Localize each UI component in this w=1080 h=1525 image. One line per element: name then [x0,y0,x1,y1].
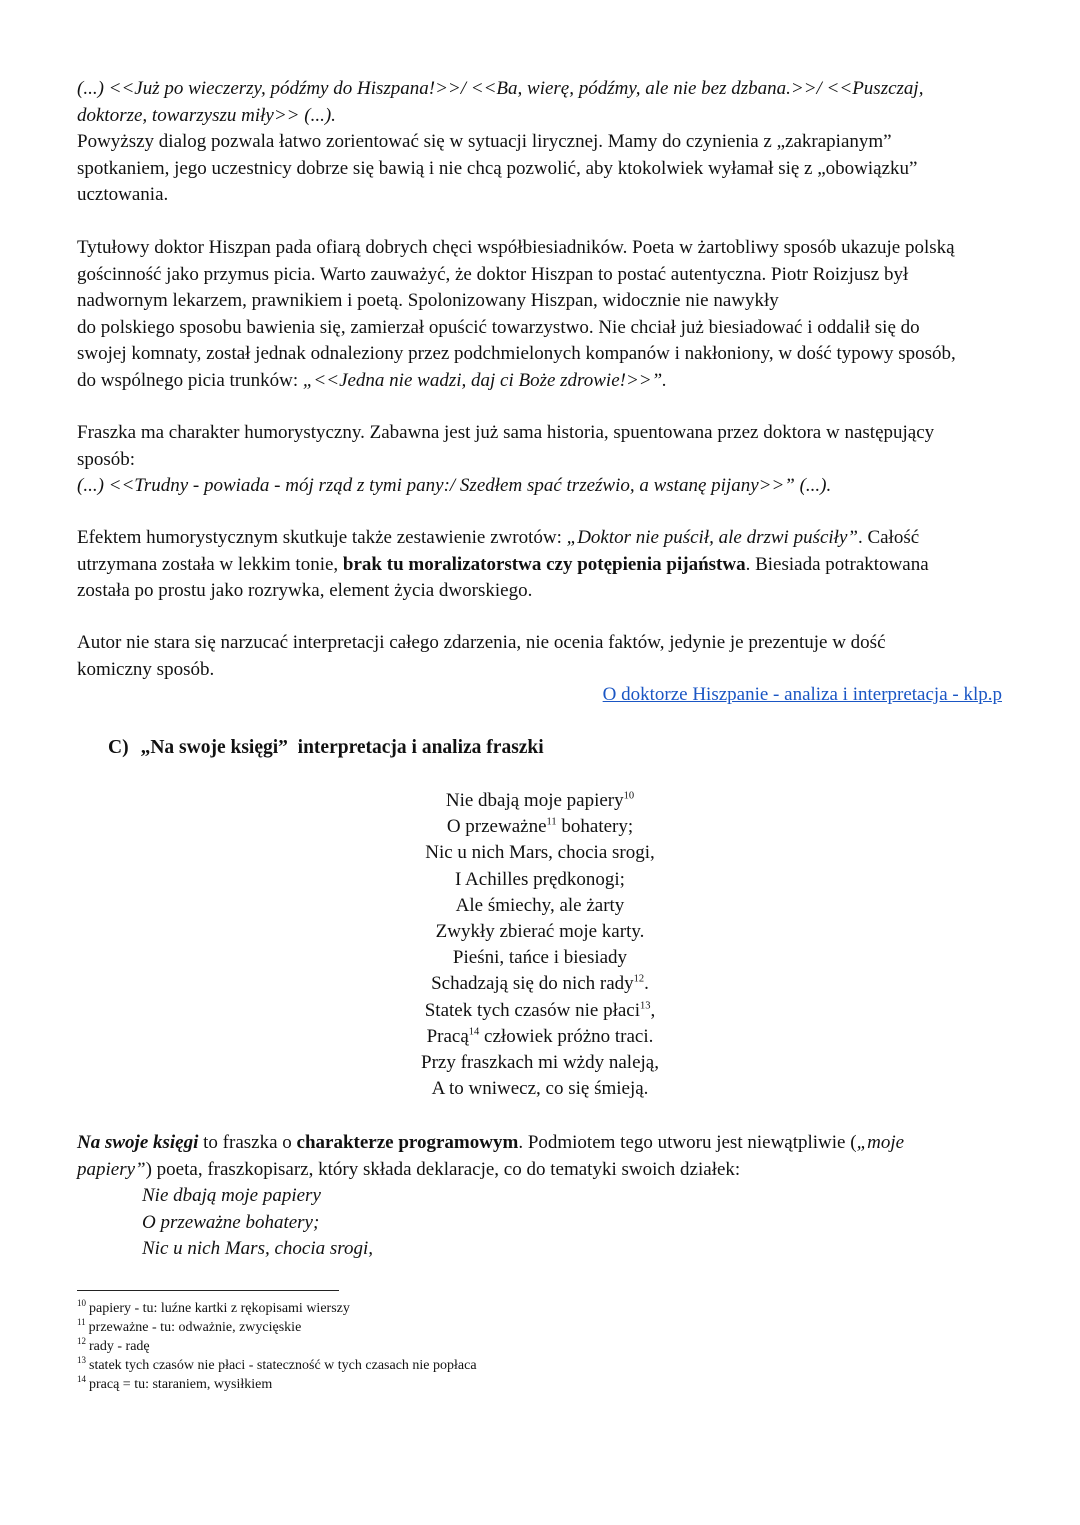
poem-line-text: Ale śmiechy, ale żarty [455,894,625,916]
text-plain: to fraszka o [198,1132,297,1153]
footnote [77,1375,477,1394]
poem-line-text: . [644,973,649,995]
inline-quote: „<<Jedna nie wadzi, daj ci Boże zdrowie!>>”. [302,369,667,391]
poem-line-text: Nic u nich Mars, chocia srogi, [425,842,655,864]
paragraph-dialog-analysis: Powyższy dialog pozwala łatwo zorientować się w sytuacji lirycznej. Mamy do czynienia z „zakrapianym” spotkaniem, jego uczestnicy dobrze się bawią i nie chcą pozwolić, aby ktokolwiek wyłamał się z „obowiązku” ucztowania. [77,131,918,205]
footnote-text: statek tych czasów nie płaci - stateczność w tych czasach nie popłaca [89,1358,477,1373]
poem-line-text: I Achilles prędkonogi; [455,868,625,890]
text-plain: Efektem humorystycznym skutkuje także zestawienie zwrotów: [77,527,567,548]
section-heading [108,735,544,761]
poem-line-text: , [650,999,656,1021]
text-plain: . Biesiada potraktowana [745,553,929,575]
inline-quote: „moje [856,1132,905,1153]
poem-line [290,945,790,971]
text-plain: . Całość [857,527,920,548]
excerpt-line: Nic u nich Mars, chocia srogi, [142,1238,373,1259]
footnote-text: rady - radę [89,1339,150,1354]
footnote-text: przeważne - tu: odważnie, zwycięskie [88,1320,302,1335]
text-plain: utrzymana została w lekkim tonie, [77,553,343,575]
poem-excerpt [142,1183,373,1263]
footnote-ref: 14 [468,1026,480,1038]
footnote-ref: 10 [623,790,635,802]
text-line [77,552,1007,579]
text-line: swojej komnaty, został jednak odnaleziony przez podchmielonych kompanów i nakłoniony, w dość typowy sposób, [77,343,956,364]
text-line: do polskiego sposobu bawienia się, zamierzał opuścić towarzystwo. Nie chciał już biesiadować i oddalił się do [77,316,920,338]
footnote-number: 14 [77,1374,86,1385]
paragraph-humor-effect [77,525,1007,605]
text-line: gościnność jako przymus picia. Warto zauważyć, że doktor Hiszpan to postać autentyczna. Piotr Roizjusz był [77,263,909,285]
text-line: Tytułowy doktor Hiszpan pada ofiarą dobrych chęci współbiesiadników. Poeta w żartobliwy sposób ukazuje polską [77,237,955,258]
text-plain: . Podmiotem tego utworu jest niewątpliwie ( [518,1132,857,1153]
intro-section [77,76,1007,209]
inline-quote: „Doktor nie puścił, ale drzwi puściły” [566,527,858,548]
intro-quote-line: (...) <<Już po wieczerzy, pódźmy do Hiszpana!>>/ <<Ba, wierę, pódźmy, ale nie bez dzbana.>>/ <<Puszczaj, [77,78,924,99]
section-title: „Na swoje księgi” interpretacja i analiza fraszki [140,737,544,758]
inline-quote: (...) <<Trudny - powiada - mój rząd z tymi pany:/ Szedłem spać trzeźwio, a wstanę pijany>>” (...). [77,475,832,496]
footnote-number: 10 [77,1298,86,1309]
text-line: została po prostu jako rozrywka, element życia dworskiego. [77,580,533,601]
footnote-separator [77,1290,339,1291]
source-link[interactable]: O doktorze Hiszpanie - analiza i interpretacja - klp.p [602,684,1002,705]
text-line [77,1157,1007,1184]
text-plain: ) poeta, fraszkopisarz, który składa deklaracje, co do tematyki swoich działek: [145,1158,741,1180]
paragraph-doctor-hiszpan [77,235,1007,394]
poem-line-text: O przeważne [446,816,547,838]
poem-line-text: Zwykły zbierać moje karty. [435,921,645,943]
text-line: Autor nie stara się narzucać interpretacji całego zdarzenia, nie ocenia faktów, jedynie je prezentuje w dość [77,632,886,653]
analysis-paragraph [77,1130,1007,1183]
section-letter: C) [108,737,129,758]
footnote-text: pracą = tu: staraniem, wysiłkiem [89,1377,273,1392]
poem-line-text: Statek tych czasów nie płaci [424,999,640,1021]
text-line [77,1130,1007,1157]
text-line [77,368,1007,395]
poem-line [290,893,790,919]
footnote [77,1337,477,1356]
excerpt-line: O przeważne bohatery; [142,1211,320,1233]
text-line [77,525,1007,552]
poem-line-text: człowiek próżno traci. [479,1025,654,1047]
text-line: Fraszka ma charakter humorystyczny. Zabawna jest już sama historia, spuentowana przez doktora w następujący [77,422,935,443]
poem-line [290,1076,790,1102]
footnotes [77,1299,477,1394]
paragraph-humor [77,420,1007,500]
emphasis-bold: brak tu moralizatorstwa czy potępienia pijaństwa [342,553,746,575]
footnote [77,1318,477,1337]
poem-line-text: Pieśni, tańce i biesiady [452,947,628,969]
source-link-container [77,682,1002,708]
text-line: sposób: [77,448,136,470]
footnote [77,1299,477,1318]
inline-quote: papiery” [77,1158,146,1180]
text-line: nadwornym lekarzem, prawnikiem i poetą. Spolonizowany Hiszpan, widocznie nie nawykły [77,290,779,311]
poem-line [290,1050,790,1076]
text-line: komiczny sposób. [77,658,215,680]
poem-line-text: Pracą [426,1025,469,1047]
poem-line [290,814,790,840]
footnote-number: 12 [77,1336,86,1347]
excerpt-line: Nie dbają moje papiery [142,1185,321,1206]
footnote-ref: 11 [546,816,557,828]
footnote-ref: 12 [633,974,645,986]
poem [290,788,790,1102]
poem-line-text: bohatery; [556,816,634,838]
poem-line [290,919,790,945]
poem-line [290,867,790,893]
poem-line-text: A to wniwecz, co się śmieją. [431,1078,649,1100]
footnote [77,1356,477,1375]
emphasis-bold: charakterze programowym [296,1132,519,1153]
poem-line-text: Schadzają się do nich rady [431,973,634,995]
footnote-number: 11 [77,1317,86,1328]
intro-quote-line: doktorze, towarzyszu miły>> (...). [77,104,336,126]
poem-line [290,788,790,814]
paragraph-author [77,630,1007,683]
footnote-text: papiery - tu: luźne kartki z rękopisami wierszy [89,1301,350,1316]
poem-line [290,971,790,997]
poem-line-text: Przy fraszkach mi wżdy naleją, [421,1052,659,1074]
poem-line [290,998,790,1024]
footnote-number: 13 [77,1355,86,1366]
poem-line-text: Nie dbają moje papiery [445,790,624,811]
poem-line [290,1024,790,1050]
footnote-ref: 13 [640,1000,651,1012]
poem-title: Na swoje księgi [77,1132,199,1153]
poem-line [290,840,790,866]
text-plain: do wspólnego picia trunków: [77,369,303,391]
